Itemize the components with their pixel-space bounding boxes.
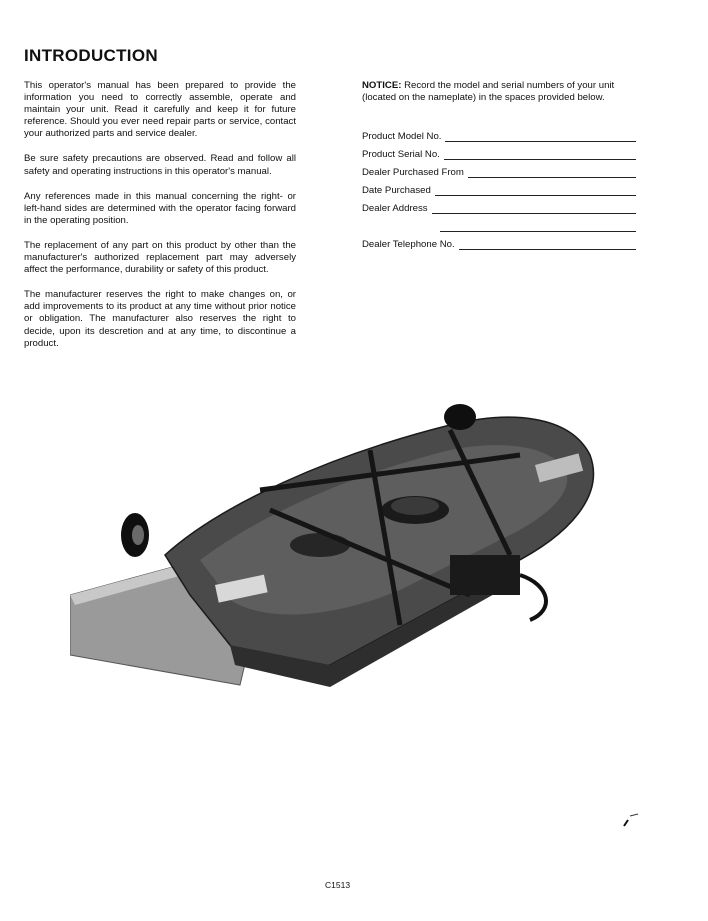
serial-no-blank[interactable] [444, 150, 636, 160]
field-label: Dealer Telephone No. [362, 239, 455, 251]
scan-mark-icon [622, 812, 640, 828]
page-title: INTRODUCTION [24, 46, 158, 65]
paragraph: The replacement of any part on this product by other than the manufacturer's authorized replacement part may adversely affect the performance, durability or safety of this product. [24, 239, 296, 276]
field-label: Product Serial No. [362, 149, 440, 161]
date-purchased-blank[interactable] [435, 186, 636, 196]
paragraph: Be sure safety precautions are observed. Read and follow all safety and operating instructions in this operator's manual. [24, 153, 296, 177]
field-label: Dealer Purchased From [362, 167, 464, 179]
dealer-purchased-from-blank[interactable] [468, 168, 636, 178]
paragraph: The manufacturer reserves the right to make changes on, or add improvements to its product at any time without prior notice or obligation. The manufacturer also reserves the right to decide, upon its descretion and at any time, to discontinue a product. [24, 289, 296, 349]
mower-deck-photo [70, 395, 630, 695]
figure-number: C1513 [325, 880, 351, 890]
dealer-address-field-line2 [362, 214, 636, 232]
notice-text: Record the model and serial numbers of your unit (located on the nameplate) in the spaces provided below. [362, 80, 615, 104]
model-no-blank[interactable] [445, 132, 636, 142]
paragraph: This operator's manual has been prepared to provide the information you need to correctly assemble, operate and maintain your unit. Read it carefully and keep it for future reference. Should you ever need repair parts or service, contact your authorized parts and service dealer. [24, 80, 296, 140]
model-no-field [362, 124, 636, 142]
record-section [362, 80, 636, 250]
dealer-telephone-blank[interactable] [459, 240, 636, 250]
intro-text [24, 80, 296, 363]
dealer-telephone-field [362, 232, 636, 250]
paragraph: Any references made in this manual concerning the right- or left-hand sides are determined with the operator facing forward in the operating position. [24, 190, 296, 226]
notice [362, 80, 636, 104]
dealer-address-blank-2[interactable] [440, 222, 636, 232]
dealer-purchased-from-field [362, 160, 636, 178]
serial-no-field [362, 142, 636, 160]
notice-label: NOTICE: [362, 80, 402, 91]
dealer-address-blank[interactable] [432, 204, 636, 214]
field-label: Date Purchased [362, 185, 431, 197]
dealer-address-field [362, 196, 636, 214]
field-label: Product Model No. [362, 131, 442, 143]
field-label: Dealer Address [362, 203, 428, 215]
date-purchased-field [362, 178, 636, 196]
